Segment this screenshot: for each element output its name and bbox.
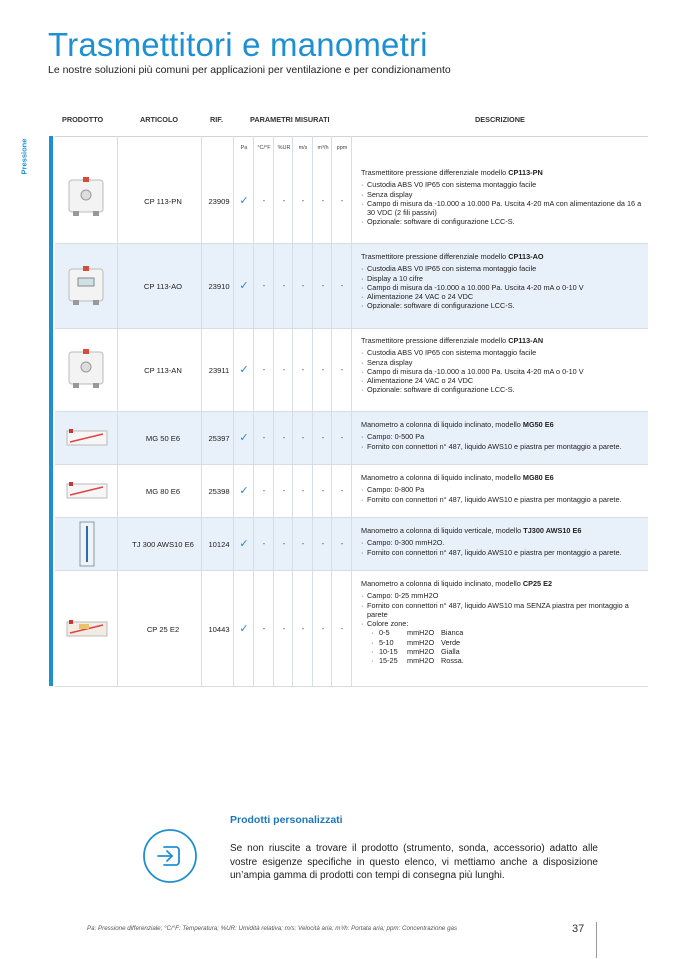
zone-unit: mmH2O [407,637,435,647]
dash: - [301,433,305,442]
transmitter-photo [65,177,109,217]
desc-bullet: · Campo di misura da -10.000 a 10.000 Pa. Uscita 4-20 mA o 0-10 V [361,283,643,292]
zone-unit: mmH2O [407,647,435,657]
param-head-ms: m/s [298,145,308,151]
column-divider [273,136,274,686]
articolo-cell: TJ 300 AWS10 E6 [132,540,194,549]
articolo-cell: MG 50 E6 [145,434,181,443]
desc-bullet: · Opzionale: software di configurazione LCC-S. [361,385,643,394]
zone-item [361,647,643,656]
desc-bullet: · Fornito con connettori n° 487, liquido AWS10 e piastra per montaggio a parete. [361,442,643,451]
dash: - [282,281,286,290]
dash: - [321,281,325,290]
param-head-m3h: m³/h [317,145,329,151]
param-head-ppm: ppm [336,145,348,151]
check-icon: ✓ [239,195,249,207]
column-divider [312,136,313,686]
desc-bullet: · Custodia ABS V0 IP65 con sistema montaggio facile [361,264,643,273]
section-side-label [17,134,31,184]
custom-products-title: Prodotti personalizzati [230,814,343,826]
desc-bullet: · Fornito con connettori n° 487, liquido AWS10 e piastra per montaggio a parete. [361,548,643,557]
col-header-parametri: PARAMETRI MISURATI [250,115,330,124]
desc-bullet: · Senza display [361,358,643,367]
dash: - [282,624,286,633]
check-icon: ✓ [239,364,249,376]
rif-cell: 23911 [208,366,230,375]
dash: - [340,365,344,374]
check-icon: ✓ [239,280,249,292]
dash: - [262,539,266,548]
dash: - [262,365,266,374]
column-divider [201,136,202,686]
param-head-pa: Pa [240,145,248,151]
desc-bullet: · Alimentazione 24 VAC o 24 VDC [361,292,643,301]
check-icon: ✓ [239,432,249,444]
transmitter-photo [65,266,109,306]
column-divider [233,136,234,686]
desc-model: MG80 E6 [522,473,554,482]
footnote-legend: Pa: Pressione differenziale; °C/°F: Temperatura; %UR: Umidità relativa; m/s: Velocità aria; m³/h: Portata aria; ppm: Concentrazione gas [87,925,458,932]
desc-lead: Trasmettitore pressione differenziale modello [361,336,507,345]
zone-color: Gialla [441,647,460,657]
desc-lead: Manometro a colonna di liquido inclinato, modello [361,420,521,429]
zone-color: Rossa. [441,656,464,666]
inclined-manometer-photo [65,479,109,503]
articolo-cell: CP 113-PN [144,197,182,206]
page-number-rule [596,922,597,958]
desc-bullet: · Campo: 0-500 Pa [361,432,643,441]
dash: - [301,365,305,374]
column-divider [117,136,118,686]
articolo-cell: CP 25 E2 [146,625,180,634]
side-label-text: Pressione [19,138,29,175]
dash: - [282,196,286,205]
desc-bullet: · Senza display [361,190,643,199]
rif-cell: 25397 [208,434,230,443]
dash: - [321,539,325,548]
desc-model: CP25 E2 [522,579,553,588]
column-divider [253,136,254,686]
desc-bullet: · Campo: 0-25 mmH2O [361,591,643,600]
description [361,168,643,227]
rif-cell: 10124 [208,540,230,549]
desc-bullet: · Fornito con connettori n° 487, liquido AWS10 ma SENZA piastra per montaggio a parete [361,601,643,620]
desc-lead: Manometro a colonna di liquido inclinato, modello [361,579,521,588]
desc-bullet: · Alimentazione 24 VAC o 24 VDC [361,376,643,385]
zone-unit: mmH2O [407,656,435,666]
vertical-manometer-photo [65,520,109,568]
zone-unit: mmH2O [407,628,435,638]
dash: - [340,281,344,290]
dash: - [282,539,286,548]
desc-lead: Trasmettitore pressione differenziale modello [361,252,507,261]
desc-bullet: · Opzionale: software di configurazione LCC-S. [361,217,643,226]
dash: - [262,486,266,495]
desc-lead: Manometro a colonna di liquido inclinato, modello [361,473,521,482]
zone-range: 0-5 [379,628,390,638]
custom-products-body: Se non riuscite a trovare il prodotto (strumento, sonda, accessorio) adatto alle vostre esigenze specifiche in questo elenco, vi mettiamo anche a disposizione un’ampia gamma di prodotti con tempi di consegna più lunghi. [230,843,598,881]
page-subtitle: Le nostre soluzioni più comuni per applicazioni per ventilazione e per condizionamento [48,64,451,76]
col-header-articolo: ARTICOLO [140,115,179,124]
col-header-descrizione: DESCRIZIONE [475,115,525,124]
dash: - [340,196,344,205]
column-divider [292,136,293,686]
dash: - [262,196,266,205]
rif-cell: 23910 [208,282,230,291]
page-number: 37 [572,923,585,935]
check-icon: ✓ [239,623,249,635]
zone-range: 15-25 [379,656,398,666]
param-head-temp: °C/°F [257,145,271,151]
zone-range: 5-10 [379,637,394,647]
dash: - [282,486,286,495]
rif-cell: 10443 [208,625,230,634]
column-divider [331,136,332,686]
dash: - [301,281,305,290]
dash: - [321,624,325,633]
dash: - [301,196,305,205]
description [361,420,643,451]
dash: - [340,433,344,442]
dash: - [282,433,286,442]
desc-lead: Trasmettitore pressione differenziale modello [361,168,507,177]
col-header-prodotto: PRODOTTO [62,115,104,124]
zone-item [361,628,643,637]
description [361,473,643,504]
param-head-ur: %UR [277,145,291,151]
zone-color: Bianca [441,628,464,638]
desc-bullet: · Colore zone: [361,619,643,628]
check-icon: ✓ [239,538,249,550]
desc-model: TJ300 AWS10 E6 [523,526,582,535]
articolo-cell: CP 113-AN [144,366,182,375]
check-icon: ✓ [239,485,249,497]
description [361,579,643,666]
description [361,336,643,395]
dash: - [340,624,344,633]
description [361,526,643,557]
dash: - [340,486,344,495]
articolo-cell: MG 80 E6 [145,487,181,496]
rif-cell: 23909 [208,197,230,206]
desc-bullet: · Fornito con connettori n° 487, liquido AWS10 e piastra per montaggio a parete. [361,495,643,504]
zone-item [361,656,643,665]
desc-lead: Manometro a colonna di liquido verticale, modello [361,526,522,535]
zone-item [361,638,643,647]
transmitter-photo [65,349,109,389]
desc-model: CP113-AO [508,252,544,261]
dash: - [321,486,325,495]
dash: - [321,365,325,374]
desc-bullet: · Custodia ABS V0 IP65 con sistema montaggio facile [361,180,643,189]
desc-model: MG50 E6 [522,420,554,429]
page-title: Trasmettitori e manometri [48,26,428,63]
inclined-manometer-photo [65,426,109,450]
dash: - [282,365,286,374]
desc-bullet: · Opzionale: software di configurazione LCC-S. [361,301,643,310]
desc-bullet: · Campo: 0-800 Pa [361,485,643,494]
dash: - [321,196,325,205]
inclined-manometer-photo [65,617,109,641]
dash: - [340,539,344,548]
section-accent-bar [49,136,53,686]
dash: - [301,624,305,633]
desc-bullet: · Campo di misura da -10.000 a 10.000 Pa. Uscita 4-20 mA con alimentazione da 16 a 30 VDC (2 fili passivi) [361,199,643,218]
description [361,252,643,311]
rif-cell: 25398 [208,487,230,496]
column-divider [351,136,352,686]
zone-range: 10-15 [379,647,398,657]
dash: - [262,433,266,442]
desc-model: CP113-AN [508,336,544,345]
desc-model: CP113-PN [508,168,543,177]
zone-color: Verde [441,637,461,647]
articolo-cell: CP 113-AO [143,282,183,291]
dash: - [262,281,266,290]
dash: - [321,433,325,442]
dash: - [301,539,305,548]
col-header-rif: RIF. [210,115,223,124]
desc-bullet: · Campo: 0-300 mmH2O. [361,538,643,547]
desc-bullet: · Custodia ABS V0 IP65 con sistema montaggio facile [361,348,643,357]
desc-bullet: · Campo di misura da -10.000 a 10.000 Pa. Uscita 4-20 mA o 0-10 V [361,367,643,376]
login-arrow-icon [142,828,198,884]
desc-bullet: · Display a 10 cifre [361,274,643,283]
dash: - [262,624,266,633]
dash: - [301,486,305,495]
